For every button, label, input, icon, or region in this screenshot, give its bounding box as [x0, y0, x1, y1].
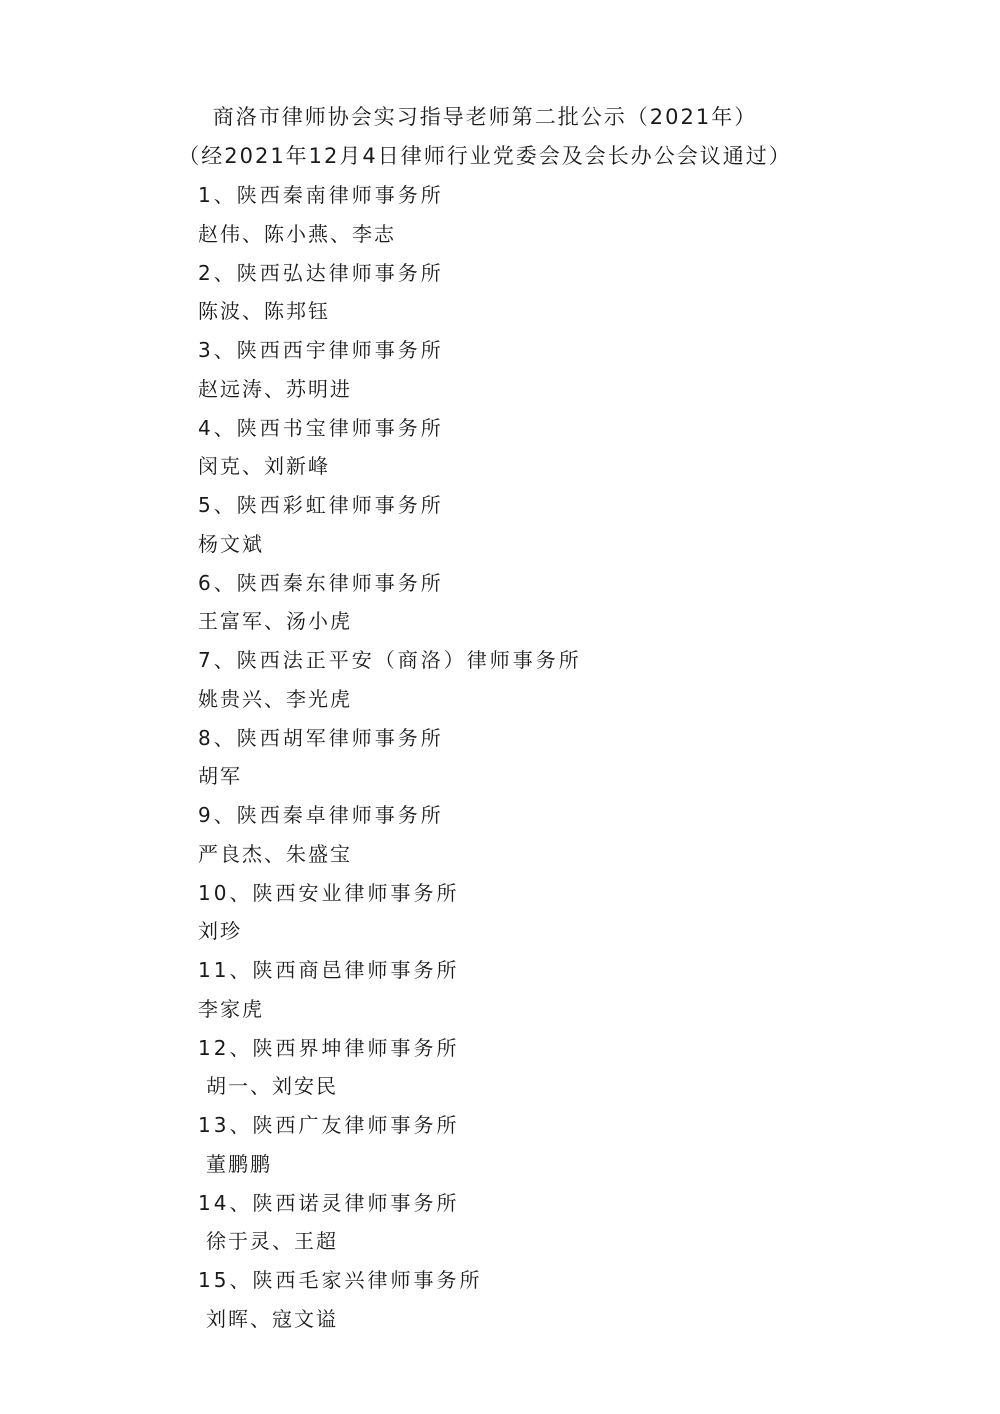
mentor-names: 严良杰、朱盛宝: [198, 841, 352, 866]
list-item: [198, 878, 898, 956]
mentor-names: 杨文斌: [198, 531, 264, 556]
list-item: [198, 723, 898, 801]
firm-name: 11、陕西商邑律师事务所: [198, 958, 460, 982]
mentor-names: 赵伟、陈小燕、李志: [198, 221, 396, 246]
mentor-names: 徐于灵、王超: [206, 1229, 338, 1254]
list-item: [198, 1265, 898, 1343]
firm-name: 7、陕西法正平安（商洛）律师事务所: [198, 648, 582, 672]
firm-name: 9、陕西秦卓律师事务所: [198, 803, 444, 827]
list-item: [198, 645, 898, 723]
list-item: [198, 180, 898, 258]
list-item: [198, 800, 898, 878]
list-item: [198, 413, 898, 491]
mentor-names: 闵克、刘新峰: [198, 454, 330, 479]
mentor-names: 董鹏鹏: [206, 1151, 272, 1176]
list-item: [198, 1188, 898, 1266]
mentor-names: 胡一、刘安民: [206, 1074, 338, 1099]
firm-name: 2、陕西弘达律师事务所: [198, 260, 444, 285]
firm-name: 8、陕西胡军律师事务所: [198, 725, 444, 750]
firm-name: 10、陕西安业律师事务所: [198, 880, 460, 905]
list-item: [198, 335, 898, 413]
mentor-names: 李家虎: [198, 996, 264, 1021]
list-item: [198, 258, 898, 336]
mentor-names: 刘珍: [198, 919, 242, 944]
list-item: [198, 1110, 898, 1188]
firm-name: 13、陕西广友律师事务所: [198, 1113, 460, 1137]
firm-name: 14、陕西诺灵律师事务所: [198, 1190, 460, 1215]
mentor-names: 刘晖、寇文谥: [206, 1306, 338, 1331]
mentor-names: 胡军: [198, 764, 242, 789]
firm-name: 4、陕西书宝律师事务所: [198, 415, 444, 440]
firm-name: 15、陕西毛家兴律师事务所: [198, 1268, 483, 1292]
firm-name: 5、陕西彩虹律师事务所: [198, 493, 444, 517]
document-subtitle: （经2021年12月4日律师行业党委会及会长办公会议通过）: [178, 144, 792, 168]
list-item: [198, 1033, 898, 1111]
list-item: [198, 568, 898, 646]
list-item: [198, 955, 898, 1033]
mentor-names: 陈波、陈邦钰: [198, 299, 330, 324]
mentor-names: 姚贵兴、李光虎: [198, 686, 352, 711]
firm-name: 12、陕西界坤律师事务所: [198, 1035, 460, 1060]
firm-name: 1、陕西秦南律师事务所: [198, 183, 444, 207]
mentor-names: 赵远涛、苏明进: [198, 376, 352, 401]
mentor-list: [198, 180, 898, 1343]
mentor-names: 王富军、汤小虎: [198, 609, 352, 634]
document-title: 商洛市律师协会实习指导老师第二批公示（2021年）: [212, 105, 758, 129]
list-item: [198, 490, 898, 568]
firm-name: 6、陕西秦东律师事务所: [198, 570, 444, 595]
firm-name: 3、陕西西宇律师事务所: [198, 338, 444, 362]
